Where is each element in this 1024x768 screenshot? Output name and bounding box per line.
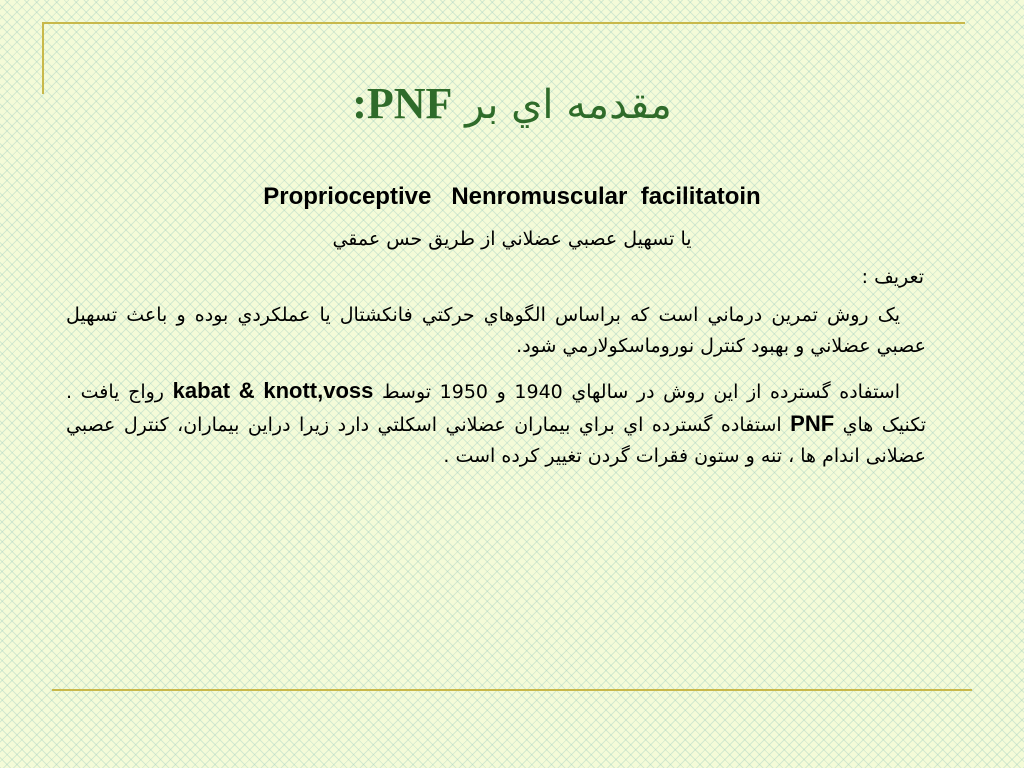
subtitle-english: Proprioceptive Nenromuscular facilitatoin [263, 183, 761, 210]
top-rule [42, 22, 965, 24]
slide-title [0, 78, 1024, 129]
definition-label: تعريف : [861, 266, 924, 288]
researchers-names: kabat & knott,voss [172, 378, 374, 403]
paragraph-history [66, 375, 926, 472]
paragraph-history-part1: استفاده گسترده از اين روش در سالهاي 1940 و 1950 توسط [381, 381, 901, 403]
pnf-term: PNF [790, 411, 835, 436]
bottom-rule [52, 689, 972, 691]
title-suffix: PNF: [352, 79, 453, 128]
subtitle-persian: يا تسهيل عصبي عضلاني از طريق حس عمقي [332, 228, 692, 250]
paragraph-definition: یک روش تمرين درماني است که براساس الگوهاي حرکتي فانکشتال يا عملکردي بوده و باعث تسهيل عصبي عضلاني و بهبود کنترل نوروماسکولارمي شود. [66, 304, 926, 357]
paragraph-history-part3: استفاده گسترده اي براي بيماران عضلاني اسکلتي دارد زيرا دراين بيماران، کنترل عصبي عضلانی اندام ها ، تنه و ستون فقرات گردن تغيير کرده است . [66, 414, 926, 467]
title-prefix: مقدمه اي بر [465, 82, 672, 128]
paragraph-history-part2: رواج يافت . تکنيک هاي [66, 381, 926, 436]
